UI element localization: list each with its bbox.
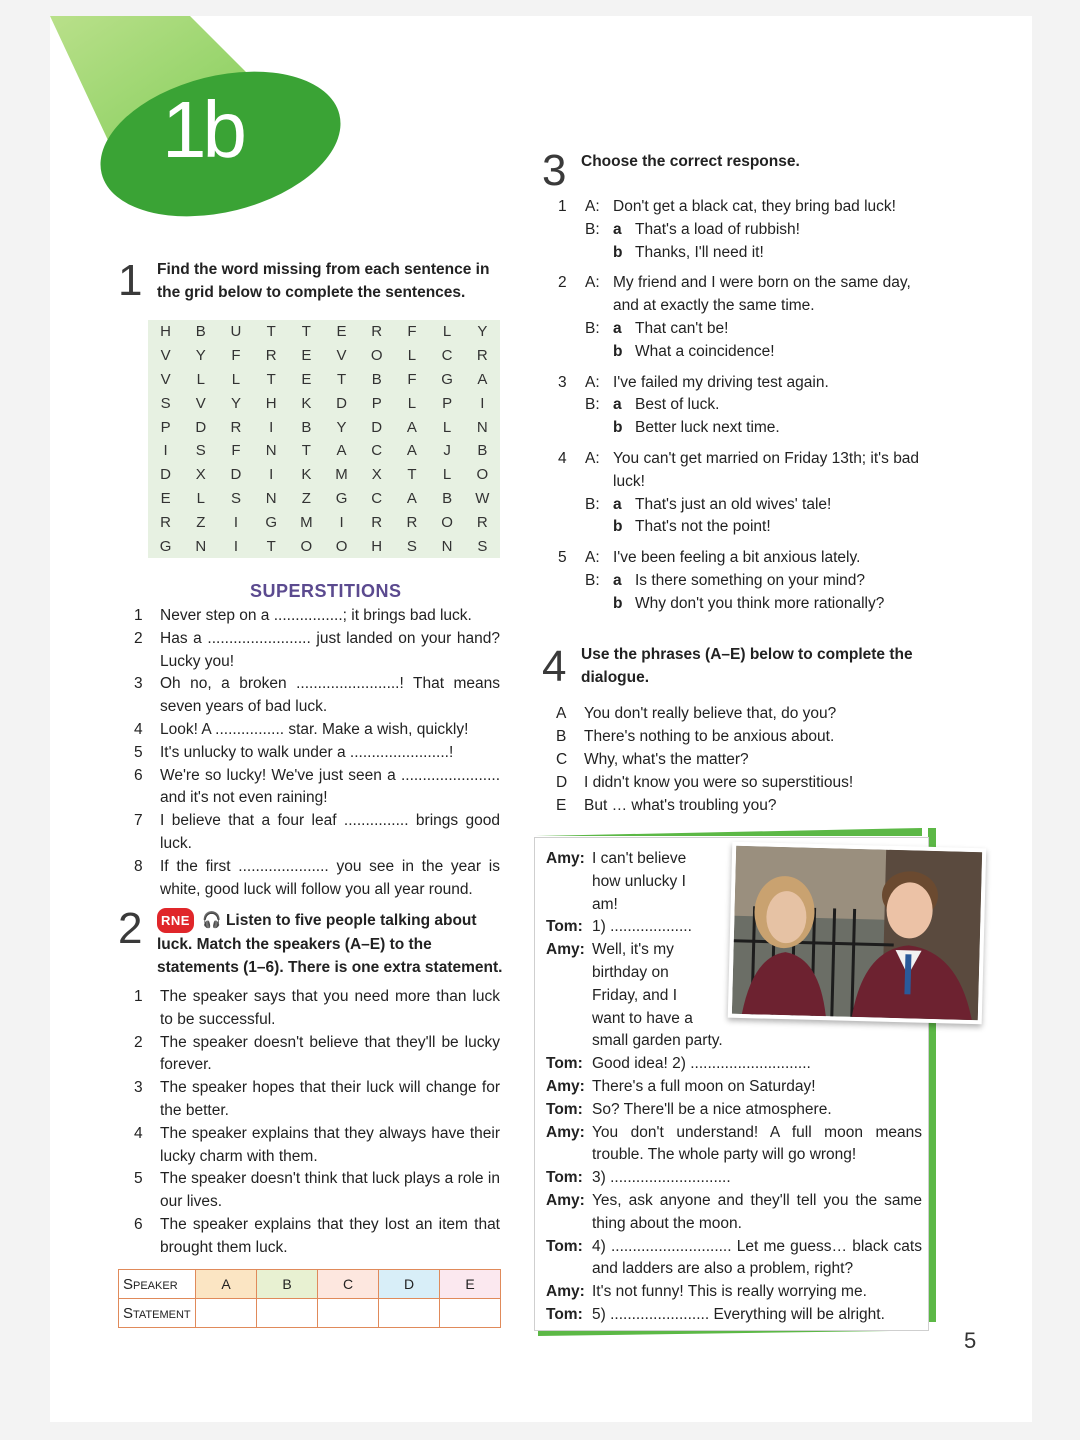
speaker-c: C (318, 1270, 379, 1299)
grid-cell[interactable]: T (266, 370, 276, 388)
grid-cell[interactable]: R (265, 347, 277, 365)
answer-cell-c[interactable] (318, 1299, 379, 1328)
exercise-4-instruction: Use the phrases (A–E) below to complete the dialogue. (581, 646, 913, 686)
list-item: C Why, what's the matter? (556, 751, 749, 768)
grid-cell[interactable]: T (301, 323, 311, 341)
answer-option-b[interactable]: b That's not the point! (613, 518, 771, 536)
dialogue-line: Tom: 5) ....................... Everything will be alright. (546, 1305, 885, 1323)
grid-cell[interactable]: B (371, 370, 382, 388)
grid-cell[interactable]: I (163, 442, 168, 460)
grid-cell[interactable]: S (477, 537, 488, 555)
rne-badge: RNE (157, 908, 194, 933)
dialogue-line: Tom: 4) ............................ Let me guess… black cats and ladders are also a problem, right? (546, 1237, 922, 1278)
grid-cell[interactable]: A (477, 370, 488, 388)
students-photo (728, 842, 987, 1025)
list-item: A You don't really believe that, do you? (556, 705, 837, 722)
answer-option-a[interactable]: B: a That can't be! (585, 319, 729, 337)
answer-option-b[interactable]: b Better luck next time. (613, 419, 780, 437)
grid-cell[interactable]: K (301, 466, 312, 484)
grid-cell[interactable]: G (441, 370, 453, 388)
list-item: 3 The speaker hopes that their luck will change for the better. (134, 1079, 500, 1119)
grid-cell[interactable]: I (269, 418, 274, 436)
speaker-d: D (379, 1270, 440, 1299)
grid-cell[interactable]: D (371, 418, 383, 436)
grid-cell[interactable]: F (231, 442, 241, 460)
answer-table (118, 1269, 501, 1328)
grid-cell[interactable]: O (300, 537, 313, 555)
grid-cell[interactable]: B (477, 442, 488, 460)
grid-cell[interactable]: T (266, 323, 276, 341)
grid-cell[interactable]: M (335, 466, 348, 484)
grid-cell[interactable]: Y (336, 418, 347, 436)
grid-cell[interactable]: R (371, 513, 383, 531)
grid-cell[interactable]: I (480, 394, 485, 412)
grid-cell[interactable]: M (300, 513, 313, 531)
exercise-2-list (134, 986, 500, 1260)
unit-label: 1b (162, 85, 243, 174)
grid-cell[interactable]: T (336, 370, 347, 388)
dialogue-line: Amy: I can't believe how unlucky I am! (546, 850, 687, 913)
answer-cell-a[interactable] (196, 1299, 257, 1328)
list-item: 8 If the first ..................... you see in the year is white, good luck will follow you all year round. (134, 857, 500, 898)
headphones-icon[interactable]: 🎧 (201, 912, 222, 929)
grid-cell[interactable]: S (195, 442, 206, 460)
question-item: 2 A: My friend and I were born on the same day, and at exactly the same time. B: a That can't be! b What a coincidence! (558, 272, 938, 363)
dialogue-line: Amy: It's not funny! This is really worrying me. (546, 1283, 867, 1301)
grid-cell[interactable]: R (476, 513, 488, 531)
grid-cell[interactable]: A (406, 442, 417, 460)
question-item: 5 A: I've been feeling a bit anxious lately. B: a Is there something on your mind? b Why don't you think more rationally? (558, 547, 938, 615)
grid-cell[interactable]: T (301, 442, 311, 460)
list-item: 1 Never step on a ................; it brings bad luck. (134, 607, 472, 624)
answer-cell-d[interactable] (379, 1299, 440, 1328)
grid-cell[interactable]: N (441, 537, 453, 555)
list-item: 4 The speaker explains that they always have their lucky charm with them. (134, 1124, 500, 1165)
answer-option-a[interactable]: B: a Is there something on your mind? (585, 571, 866, 589)
grid-cell[interactable]: L (442, 418, 452, 436)
question-item: 3 A: I've failed my driving test again. B: a Best of luck. b Better luck next time. (558, 372, 938, 440)
grid-cell[interactable]: G (335, 489, 348, 507)
list-item: 5 It's unlucky to walk under a .......................! (134, 743, 454, 761)
phrases-list (556, 702, 853, 817)
speaker-a: A (196, 1270, 257, 1299)
list-item: B There's nothing to be anxious about. (556, 728, 835, 745)
students-photo-image (732, 846, 982, 1020)
grid-cell[interactable]: G (159, 537, 172, 555)
grid-cell[interactable]: E (301, 347, 312, 365)
exercise-4-number: 4 (542, 642, 567, 691)
grid-cell[interactable]: R (371, 323, 383, 341)
exercise-1-list (134, 605, 500, 901)
speaker-e: E (440, 1270, 501, 1299)
list-item: 1 The speaker says that you need more than luck to be successful. (134, 988, 500, 1028)
exercise-1-instruction: Find the word missing from each sentence in the grid below to complete the sentences. (157, 261, 490, 301)
answer-option-a[interactable]: B: a That's a load of rubbish! (585, 220, 800, 238)
grid-cell[interactable]: F (231, 347, 241, 365)
grid-cell[interactable]: V (160, 370, 171, 388)
grid-cell[interactable]: C (371, 489, 383, 507)
grid-cell[interactable]: E (301, 370, 312, 388)
grid-cell[interactable]: L (231, 370, 241, 388)
grid-cell[interactable]: L (407, 394, 417, 412)
grid-cell[interactable]: I (233, 537, 239, 555)
grid-cell[interactable]: E (160, 489, 171, 507)
dialogue-line: Tom: 1) ................... (546, 918, 692, 936)
list-item: 6 We're so lucky! We've just seen a ....................... and it's not even raining! (134, 766, 500, 807)
grid-cell[interactable]: R (160, 513, 172, 531)
speaker-header: Speaker (119, 1270, 196, 1299)
grid-cell[interactable]: A (336, 442, 347, 460)
grid-cell[interactable]: O (370, 347, 383, 365)
grid-cell[interactable]: U (230, 323, 242, 341)
dialogue-frame-accent (536, 828, 922, 836)
grid-cell[interactable]: F (407, 323, 417, 341)
grid-cell[interactable]: D (336, 394, 347, 412)
workbook-page (50, 16, 1032, 1422)
grid-cell[interactable]: V (160, 347, 171, 365)
grid-cell[interactable]: B (301, 418, 312, 436)
grid-cell[interactable]: L (442, 466, 452, 484)
grid-cell[interactable]: I (269, 466, 274, 484)
dialogue-line: Amy: Well, it's my birthday on Friday, and I want to have a small garden party. (546, 941, 723, 1050)
exercise-2-number: 2 (118, 904, 143, 953)
page-number: 5 (964, 1328, 977, 1353)
grid-cell[interactable]: K (301, 394, 312, 412)
grid-cell[interactable]: N (195, 537, 207, 555)
grid-cell[interactable]: B (442, 489, 453, 507)
grid-cell[interactable]: Y (477, 323, 488, 341)
statement-header: Statement (119, 1299, 196, 1328)
grid-cell[interactable]: S (230, 489, 241, 507)
list-item: 5 The speaker doesn't think that luck plays a role in our lives. (134, 1170, 500, 1211)
grid-cell[interactable]: L (196, 489, 205, 507)
grid-cell[interactable]: T (407, 466, 417, 484)
grid-cell[interactable]: D (160, 466, 172, 484)
question-item: 1 A: Don't get a black cat, they bring bad luck! B: a That's a load of rubbish! b Thanks, I'll need it! (558, 196, 938, 264)
grid-cell[interactable]: S (160, 394, 171, 412)
grid-cell[interactable]: V (195, 394, 206, 412)
answer-option-a[interactable]: B: a That's just an old wives' tale! (585, 495, 832, 513)
answer-option-b[interactable]: b Why don't you think more rationally? (613, 594, 885, 612)
exercise-3-questions (558, 196, 938, 616)
grid-cell[interactable]: C (441, 347, 453, 365)
grid-cell[interactable]: D (195, 418, 207, 436)
exercise-1-number: 1 (118, 256, 143, 305)
speaker-b: B (257, 1270, 318, 1299)
dialogue-line: Amy: You don't understand! A full moon means trouble. The whole party will go wrong! (546, 1123, 922, 1164)
answer-option-a[interactable]: B: a Best of luck. (585, 396, 720, 414)
grid-cell[interactable]: D (230, 466, 242, 484)
grid-cell[interactable]: Z (301, 489, 311, 507)
grid-cell[interactable]: B (195, 323, 206, 341)
list-item: 7 I believe that a four leaf ............... brings good luck. (134, 812, 500, 852)
answer-cell-e[interactable] (440, 1299, 501, 1328)
grid-cell[interactable]: A (406, 418, 417, 436)
answer-option-b[interactable]: b Thanks, I'll need it! (613, 243, 764, 261)
list-item: 2 Has a ........................ just landed on your hand? Lucky you! (134, 629, 500, 670)
list-item: 3 Oh no, a broken ........................! That means seven years of bad luck. (134, 675, 500, 716)
grid-cell[interactable]: O (476, 466, 489, 484)
grid-cell[interactable]: L (196, 370, 205, 388)
grid-cell[interactable]: N (476, 418, 488, 436)
list-item: 6 The speaker explains that they lost an item that brought them luck. (134, 1215, 500, 1256)
word-search-grid (148, 320, 500, 558)
answer-option-b[interactable]: b What a coincidence! (613, 342, 775, 360)
grid-cell[interactable]: R (476, 347, 488, 365)
grid-cell[interactable]: X (195, 466, 206, 484)
dialogue-line: Tom: 3) ............................ (546, 1169, 731, 1187)
list-item: E But … what's troubling you? (556, 797, 777, 814)
grid-cell[interactable]: N (265, 489, 277, 507)
grid-cell[interactable]: Y (230, 394, 241, 412)
grid-cell[interactable]: S (406, 537, 417, 555)
dialogue-line: Tom: So? There'll be a nice atmosphere. (546, 1100, 832, 1118)
list-item: D I didn't know you were so superstitious! (556, 774, 854, 791)
grid-cell[interactable]: Y (195, 347, 206, 365)
grid-cell[interactable]: P (442, 394, 453, 412)
list-item: 4 Look! A ................ star. Make a wish, quickly! (134, 720, 469, 738)
grid-cell[interactable]: W (475, 489, 490, 507)
list-item: 2 The speaker doesn't believe that they'll be lucky forever. (134, 1033, 500, 1074)
grid-cell[interactable]: J (443, 442, 451, 460)
grid-cell[interactable]: P (371, 394, 382, 412)
grid-cell[interactable]: R (406, 513, 418, 531)
exercise-3-number: 3 (542, 146, 567, 195)
dialogue-line: Tom: Good idea! 2) ............................ (546, 1055, 811, 1073)
grid-cell[interactable]: E (336, 323, 347, 341)
grid-cell[interactable]: T (266, 537, 276, 555)
grid-cell[interactable]: N (265, 442, 277, 460)
grid-cell[interactable]: F (407, 370, 417, 388)
grid-cell[interactable]: H (265, 394, 277, 412)
grid-cell[interactable]: V (336, 347, 347, 365)
grid-cell[interactable]: I (339, 513, 344, 531)
grid-cell[interactable]: H (160, 323, 172, 341)
grid-cell[interactable]: P (160, 418, 171, 436)
grid-cell[interactable]: C (371, 442, 383, 460)
grid-cell[interactable]: O (441, 513, 453, 531)
exercise-2-instruction: RNE 🎧 Listen to five people talking about luck. Match the speakers (A–E) to the statements (1–6). There is one extra statement. (157, 908, 505, 979)
grid-cell[interactable]: G (265, 513, 277, 531)
grid-cell[interactable]: L (442, 323, 452, 341)
grid-cell[interactable]: X (371, 466, 382, 484)
grid-cell[interactable]: I (233, 513, 239, 531)
grid-cell[interactable]: A (406, 489, 417, 507)
grid-cell[interactable]: L (407, 347, 417, 365)
grid-cell[interactable]: O (335, 537, 348, 555)
answer-cell-b[interactable] (257, 1299, 318, 1328)
dialogue-line: Amy: There's a full moon on Saturday! (546, 1077, 816, 1095)
question-item: 4 A: You can't get married on Friday 13th; it's bad luck! B: a That's just an old wives' tale! b That's not the point! (558, 448, 938, 539)
exercise-3-instruction: Choose the correct response. (581, 153, 800, 170)
dialogue-line: Amy: Yes, ask anyone and they'll tell you the same thing about the moon. (546, 1191, 922, 1232)
superstitions-title: SUPERSTITIONS (250, 581, 402, 601)
grid-cell[interactable]: Z (196, 513, 206, 531)
grid-cell[interactable]: R (230, 418, 242, 436)
grid-cell[interactable]: H (371, 537, 383, 555)
